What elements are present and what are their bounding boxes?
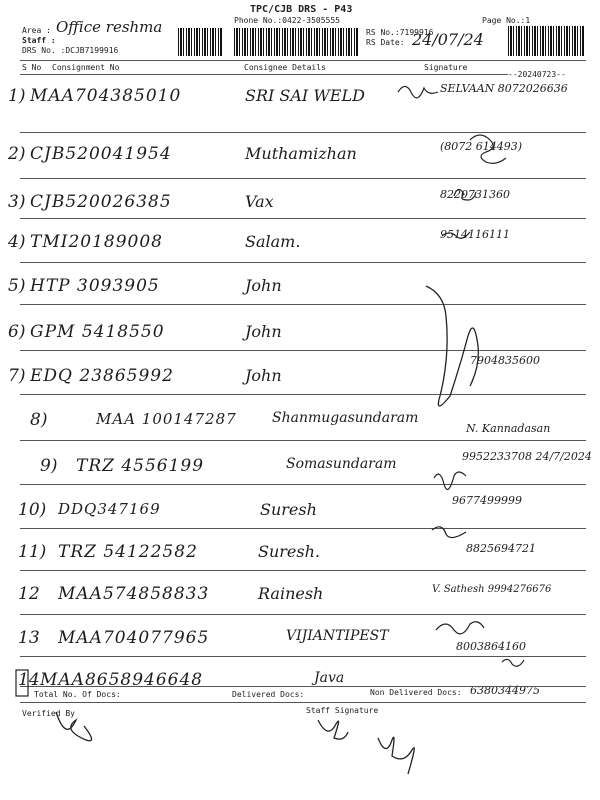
row-separator bbox=[20, 304, 586, 305]
table-row bbox=[0, 226, 600, 266]
barcode-left bbox=[178, 28, 222, 56]
row-sno: 8) bbox=[30, 410, 48, 430]
phone-number: Phone No.:0422-3505555 bbox=[234, 16, 340, 25]
row-separator bbox=[20, 656, 586, 657]
row-separator bbox=[20, 218, 586, 219]
row-sno: 13 bbox=[18, 628, 40, 648]
column-signature: Signature bbox=[424, 63, 468, 72]
drs-title: TPC/CJB DRS - P43 bbox=[250, 4, 353, 15]
row-consignee: Java bbox=[314, 670, 345, 686]
row-consignee: John bbox=[245, 276, 282, 295]
row-consignment: EDQ 23865992 bbox=[30, 366, 174, 386]
staff-handwritten-name: Office reshma bbox=[56, 18, 163, 36]
row-consignment: MAA574858833 bbox=[58, 584, 210, 604]
table-row bbox=[0, 404, 600, 444]
row-consignee: Rainesh bbox=[258, 584, 324, 603]
non-delivered-docs-label: Non Delivered Docs: bbox=[370, 688, 462, 697]
row-separator bbox=[20, 262, 586, 263]
row-separator bbox=[20, 394, 586, 395]
table-row bbox=[0, 186, 600, 226]
row-consignment: GPM 5418550 bbox=[30, 322, 165, 342]
row-separator bbox=[20, 614, 586, 615]
row-sno: 10) bbox=[18, 500, 47, 520]
column-consignee: Consignee Details bbox=[244, 63, 326, 72]
row-signature: 9952233708 24/7/2024 bbox=[462, 450, 592, 463]
row-separator bbox=[20, 570, 586, 571]
row-consignee: VIJIANTIPEST bbox=[286, 628, 389, 644]
row-sno: 1) bbox=[8, 86, 26, 106]
table-row bbox=[0, 80, 600, 120]
row-sno: 7) bbox=[8, 366, 26, 386]
row-consignment: MAA8658946648 bbox=[40, 670, 204, 690]
row-sno: 2) bbox=[8, 144, 26, 164]
rs-date-label: RS Date: bbox=[366, 38, 405, 47]
rs-number: RS No.:7199916 bbox=[366, 28, 434, 37]
row-consignee: Salam. bbox=[245, 232, 301, 251]
row-separator bbox=[20, 686, 586, 687]
staff-signature-label: Staff Signature bbox=[306, 706, 379, 715]
row-signature: (8072 614493) bbox=[440, 140, 523, 153]
row-signature: 6380344975 bbox=[470, 684, 540, 697]
row-signature: SELVAAN 8072026636 bbox=[440, 82, 568, 95]
row-consignee: Suresh. bbox=[258, 542, 320, 561]
row-consignment: MAA 100147287 bbox=[96, 410, 237, 428]
row-signature: 8003864160 bbox=[456, 640, 526, 653]
row-sno: 5) bbox=[8, 276, 26, 296]
row-consignee: SRI SAI WELD bbox=[245, 86, 365, 105]
row-signature: 9677499999 bbox=[452, 494, 522, 507]
barcode-main bbox=[234, 28, 358, 56]
row-separator bbox=[20, 440, 586, 441]
row-signature: 7904835600 bbox=[470, 354, 540, 367]
row-consignee: John bbox=[245, 322, 282, 341]
row-signature: 8220731360 bbox=[440, 188, 510, 201]
row-signature: 8825694721 bbox=[466, 542, 536, 555]
row-sno: 4) bbox=[8, 232, 26, 252]
row-sno: 12 bbox=[18, 584, 40, 604]
row-sno: 3) bbox=[8, 192, 26, 212]
row-sno: 9) bbox=[40, 456, 58, 476]
barcode-right bbox=[508, 26, 584, 56]
row-consignee: Shanmugasundaram bbox=[272, 410, 419, 426]
row-separator bbox=[20, 528, 586, 529]
row-consignee: Muthamizhan bbox=[245, 144, 357, 163]
row-signature: V. Sathesh 9994276676 bbox=[432, 584, 552, 595]
delivered-docs-label: Delivered Docs: bbox=[232, 690, 305, 699]
row-sno: 14 bbox=[18, 670, 40, 690]
header-rule-bottom bbox=[20, 74, 508, 75]
row-consignment: TRZ 54122582 bbox=[58, 542, 198, 562]
row-consignment: MAA704077965 bbox=[58, 628, 210, 648]
total-docs-label: Total No. Of Docs: bbox=[34, 690, 121, 699]
footer-rule bbox=[20, 702, 586, 703]
staff-label: Staff : bbox=[22, 36, 56, 45]
drs-number: DRS No. :DCJB7199916 bbox=[22, 46, 119, 55]
row-sno: 6) bbox=[8, 322, 26, 342]
row-consignment: CJB520026385 bbox=[30, 192, 172, 212]
row-consignee: Vax bbox=[245, 192, 274, 211]
date-stamp: --20240723-- bbox=[508, 70, 566, 79]
row-consignment: TMI20189008 bbox=[30, 232, 163, 252]
row-separator bbox=[20, 350, 586, 351]
table-row bbox=[0, 578, 600, 618]
page-number: Page No.:1 bbox=[482, 16, 531, 25]
rs-date-handwritten: 24/07/24 bbox=[412, 30, 484, 49]
column-sno: S No bbox=[22, 63, 42, 72]
row-consignment: MAA704385010 bbox=[30, 86, 182, 106]
row-consignment: CJB520041954 bbox=[30, 144, 172, 164]
row-separator bbox=[20, 132, 586, 133]
row-signature: N. Kannadasan bbox=[466, 422, 551, 435]
row-separator bbox=[20, 178, 586, 179]
row-consignee: Somasundaram bbox=[286, 456, 397, 472]
row-consignment: TRZ 4556199 bbox=[76, 456, 205, 476]
row-signature: 9514116111 bbox=[440, 228, 510, 241]
row-consignee: Suresh bbox=[260, 500, 317, 519]
column-consignment: Consignment No bbox=[52, 63, 120, 72]
row-consignment: DDQ347169 bbox=[58, 500, 161, 518]
area-label: Area : bbox=[22, 26, 51, 35]
row-separator bbox=[20, 484, 586, 485]
verified-by-label: Verified By bbox=[22, 709, 75, 718]
row-consignee: John bbox=[245, 366, 282, 385]
table-row bbox=[0, 138, 600, 178]
row-sno: 11) bbox=[18, 542, 47, 562]
row-consignment: HTP 3093905 bbox=[30, 276, 160, 296]
header-rule-top bbox=[20, 60, 586, 61]
